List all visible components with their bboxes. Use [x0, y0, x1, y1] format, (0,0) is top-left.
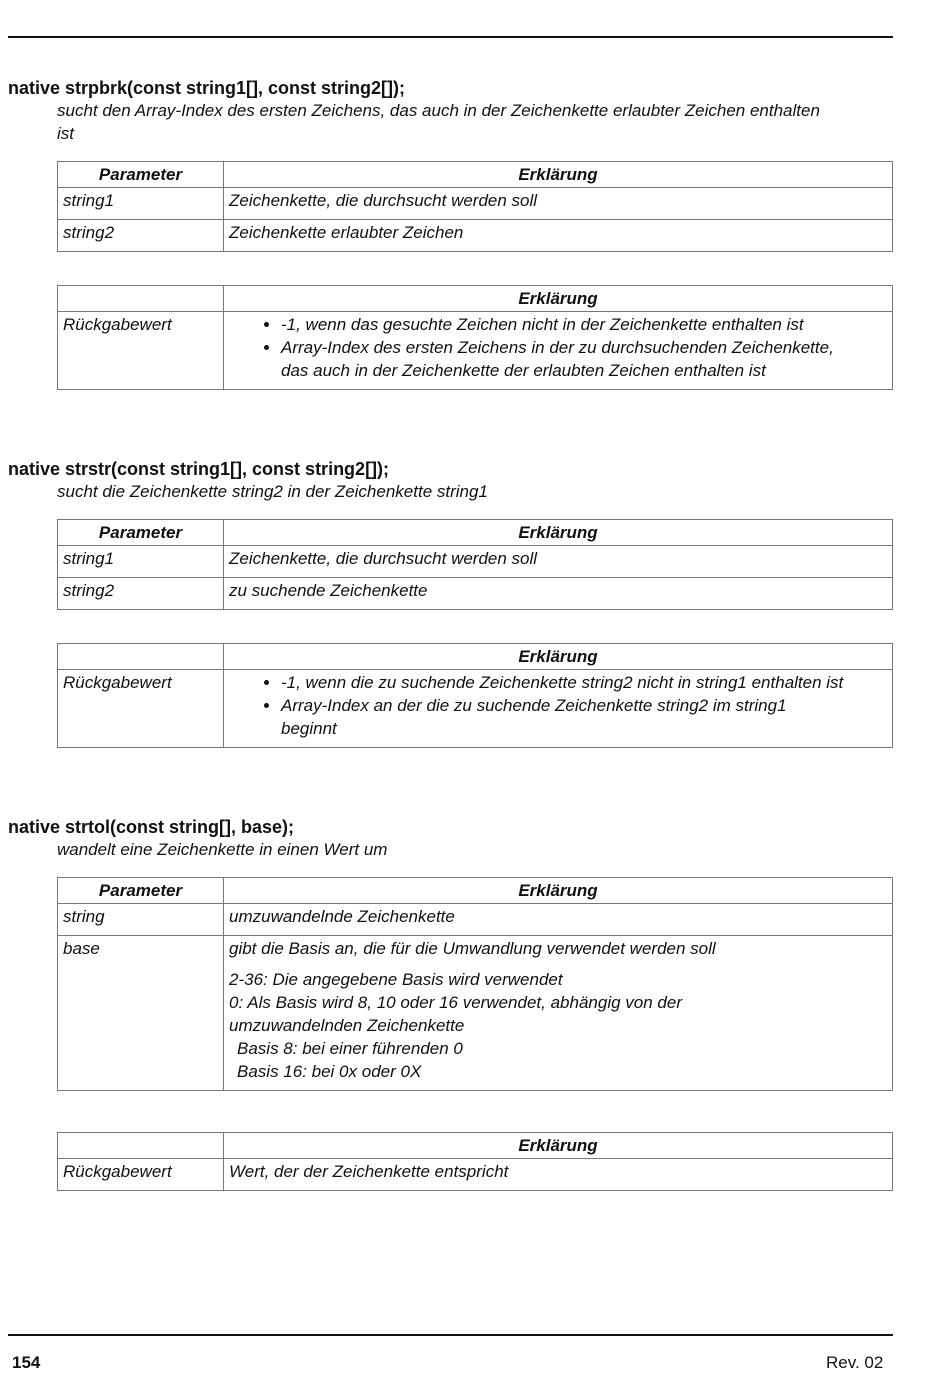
bullet-text: -1, wenn die zu suchende Zeichenkette string2 nicht in string1 enthalten ist — [281, 673, 844, 692]
column-header-empty — [58, 644, 224, 670]
description-line: wandelt eine Zeichenkette in einen Wert um — [57, 840, 388, 859]
param-explanation-line: Basis 8: bei einer führenden 0 — [237, 1039, 463, 1058]
param-explanation-line: 0: Als Basis wird 8, 10 oder 16 verwendet, abhängig von der — [229, 993, 682, 1012]
function-strpbrk — [8, 77, 893, 145]
return-bullet-list — [229, 671, 887, 740]
return-label: Rückgabewert — [58, 670, 224, 748]
return-bullet-list — [229, 313, 887, 382]
return-explanation: Wert, der der Zeichenkette entspricht — [224, 1159, 893, 1191]
bullet-text: Array-Index an der die zu suchende Zeichenkette string2 im string1 — [281, 696, 787, 715]
column-header-empty — [58, 1133, 224, 1159]
table-header-row — [58, 878, 893, 904]
function-signature: native strstr(const string1[], const string2[]); — [8, 459, 390, 479]
param-explanation: Zeichenkette, die durchsucht werden soll — [224, 546, 893, 578]
param-explanation-line: 2-36: Die angegebene Basis wird verwendet — [229, 970, 563, 989]
param-explanation-line: umzuwandelnden Zeichenkette — [229, 1016, 465, 1035]
table-header-row — [58, 286, 893, 312]
column-header-parameter: Parameter — [58, 878, 224, 904]
description-line: sucht die Zeichenkette string2 in der Zeichenkette string1 — [57, 482, 488, 501]
bullet-text: -1, wenn das gesuchte Zeichen nicht in der Zeichenkette enthalten ist — [281, 315, 804, 334]
column-header-explanation: Erklärung — [224, 1133, 893, 1159]
return-table — [57, 285, 893, 390]
param-name: string1 — [58, 188, 224, 220]
header-rule — [8, 36, 893, 38]
function-signature: native strtol(const string[], base); — [8, 817, 295, 837]
table-row — [58, 936, 893, 1091]
return-table — [57, 643, 893, 748]
function-strtol — [8, 816, 893, 861]
revision-label: Rev. 02 — [826, 1353, 884, 1372]
param-explanation: zu suchende Zeichenkette — [224, 578, 893, 610]
description-line: ist — [57, 124, 74, 143]
parameter-table — [57, 877, 893, 1091]
description-line: sucht den Array-Index des ersten Zeichens, das auch in der Zeichenkette erlaubter Zeichen enthalten — [57, 101, 820, 120]
page-number: 154 — [12, 1353, 41, 1372]
table-row — [58, 220, 893, 252]
column-header-empty — [58, 286, 224, 312]
table-row — [58, 578, 893, 610]
function-description — [57, 480, 893, 503]
column-header-explanation: Erklärung — [224, 520, 893, 546]
table-row — [58, 312, 893, 390]
param-name: string — [58, 904, 224, 936]
bullet-text: beginnt — [281, 719, 337, 738]
table-row — [58, 904, 893, 936]
function-description — [57, 99, 893, 145]
list-item — [281, 313, 887, 336]
param-name: string2 — [58, 578, 224, 610]
function-signature: native strpbrk(const string1[], const string2[]); — [8, 78, 406, 98]
table-row — [58, 546, 893, 578]
column-header-explanation: Erklärung — [224, 644, 893, 670]
table-row — [58, 188, 893, 220]
footer-rule — [8, 1334, 893, 1336]
table-header-row — [58, 644, 893, 670]
table-header-row — [58, 520, 893, 546]
bullet-text: das auch in der Zeichenkette der erlaubten Zeichen enthalten ist — [281, 361, 766, 380]
function-description — [57, 838, 893, 861]
table-header-row — [58, 162, 893, 188]
table-row — [58, 1159, 893, 1191]
param-explanation-line: Basis 16: bei 0x oder 0X — [237, 1062, 422, 1081]
return-label: Rückgabewert — [58, 312, 224, 390]
list-item — [281, 694, 887, 740]
column-header-parameter: Parameter — [58, 520, 224, 546]
column-header-parameter: Parameter — [58, 162, 224, 188]
param-explanation: umzuwandelnde Zeichenkette — [224, 904, 893, 936]
column-header-explanation: Erklärung — [224, 878, 893, 904]
param-name: base — [58, 936, 224, 1091]
return-explanation — [224, 670, 893, 748]
return-explanation — [224, 312, 893, 390]
param-explanation-line: gibt die Basis an, die für die Umwandlung verwendet werden soll — [229, 939, 716, 958]
param-name: string1 — [58, 546, 224, 578]
bullet-text: Array-Index des ersten Zeichens in der zu durchsuchenden Zeichenkette, — [281, 338, 834, 357]
param-explanation — [224, 936, 893, 1091]
function-strstr — [8, 458, 893, 503]
table-header-row — [58, 1133, 893, 1159]
parameter-table — [57, 161, 893, 252]
param-explanation: Zeichenkette erlaubter Zeichen — [224, 220, 893, 252]
return-label: Rückgabewert — [58, 1159, 224, 1191]
column-header-explanation: Erklärung — [224, 162, 893, 188]
param-explanation: Zeichenkette, die durchsucht werden soll — [224, 188, 893, 220]
list-item — [281, 336, 887, 382]
list-item — [281, 671, 887, 694]
column-header-explanation: Erklärung — [224, 286, 893, 312]
table-row — [58, 670, 893, 748]
param-name: string2 — [58, 220, 224, 252]
parameter-table — [57, 519, 893, 610]
return-table — [57, 1132, 893, 1191]
